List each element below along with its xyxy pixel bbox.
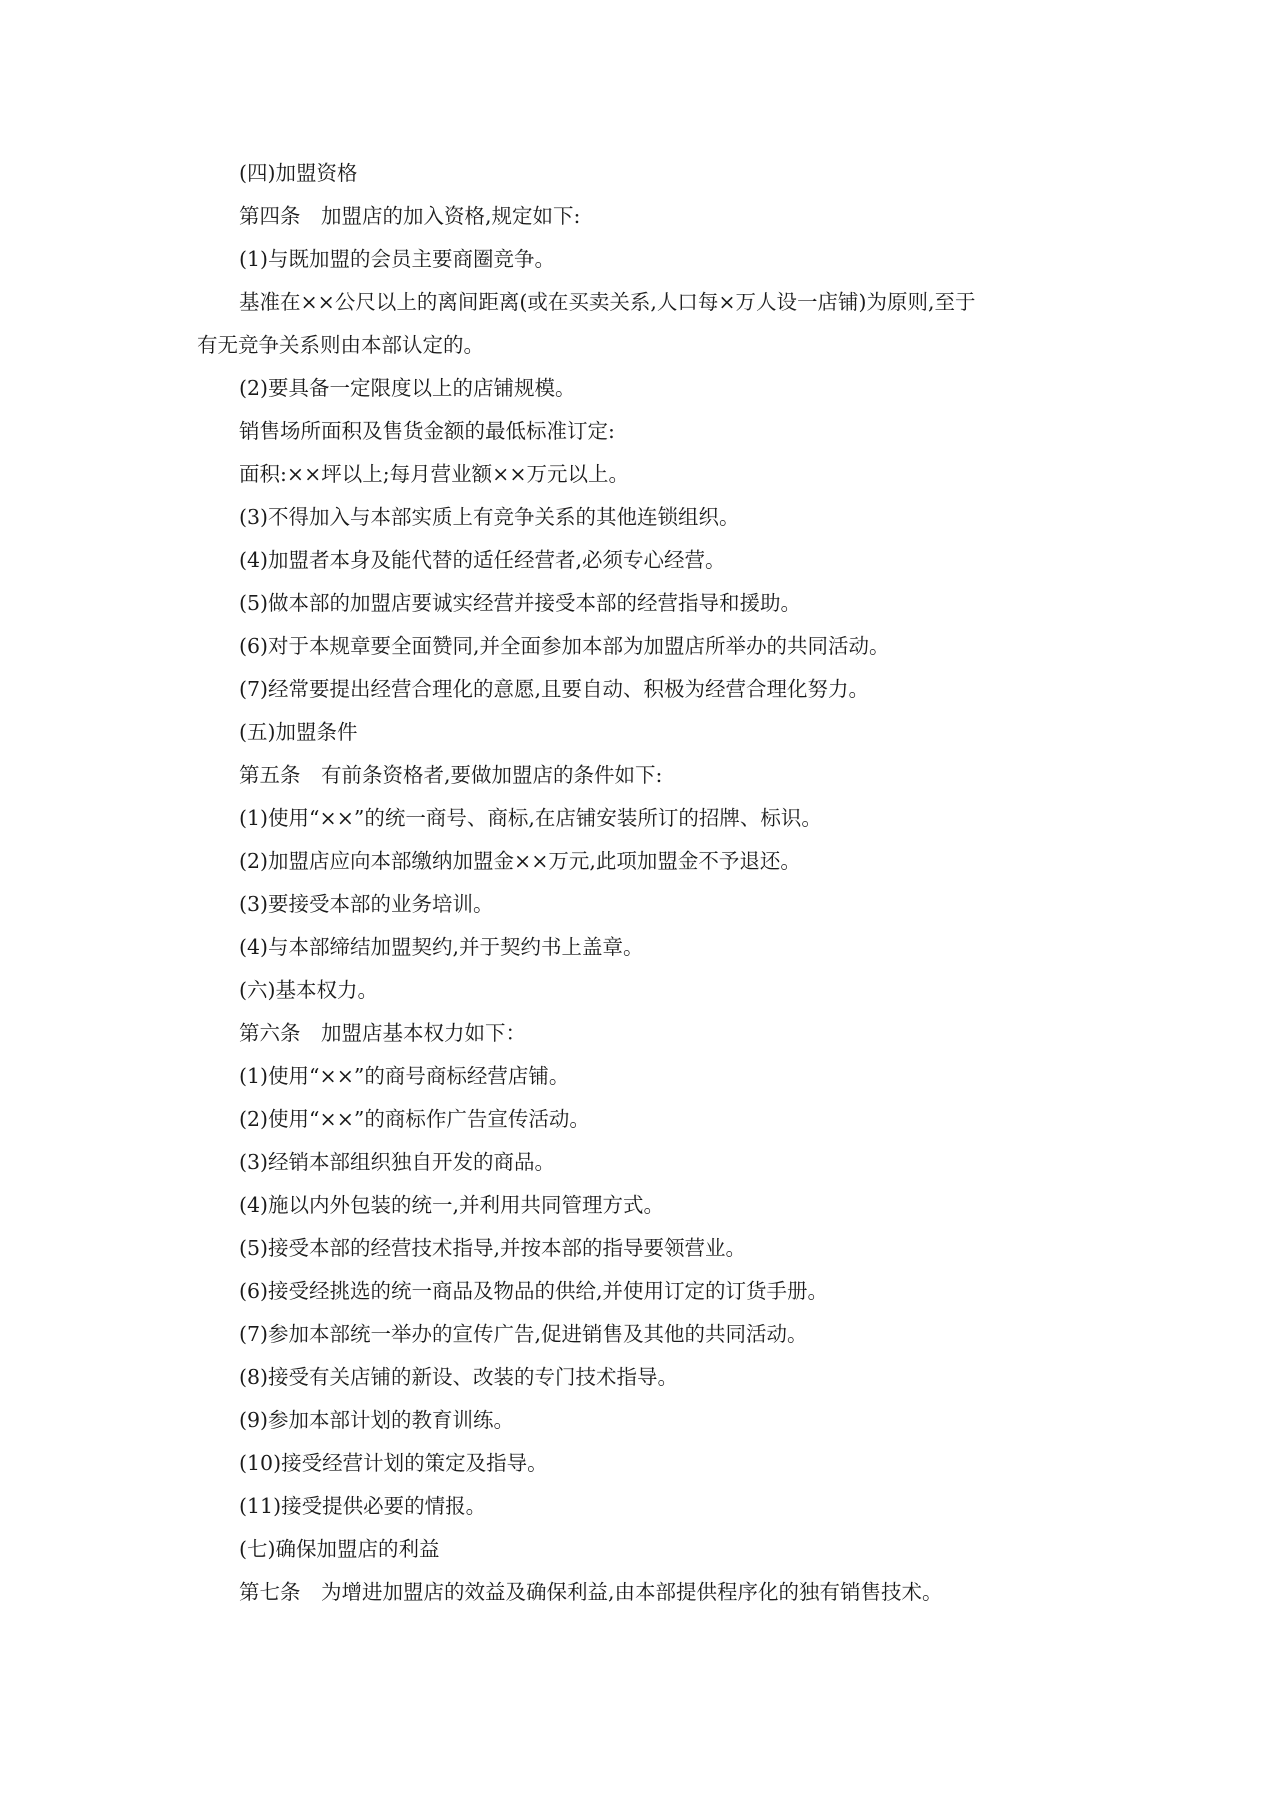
- list-item: (1)使用“××”的商号商标经营店铺。: [239, 1064, 570, 1088]
- list-item: (9)参加本部计划的教育训练。: [239, 1408, 515, 1432]
- paragraph-line: 面积:××坪以上;每月营业额××万元以上。: [239, 462, 630, 486]
- list-item: (4)与本部缔结加盟契约,并于契约书上盖章。: [239, 935, 644, 959]
- section-heading-qualification: (四)加盟资格: [239, 161, 358, 185]
- list-item: (10)接受经营计划的策定及指导。: [239, 1451, 548, 1475]
- article-4: 第四条 加盟店的加入资格,规定如下:: [239, 204, 581, 228]
- list-item: (11)接受提供必要的情报。: [239, 1494, 487, 1518]
- section-heading-rights: (六)基本权力。: [239, 978, 378, 1002]
- list-item: (2)使用“××”的商标作广告宣传活动。: [239, 1107, 590, 1131]
- list-item: (3)不得加入与本部实质上有竞争关系的其他连锁组织。: [239, 505, 740, 529]
- list-item: (3)经销本部组织独自开发的商品。: [239, 1150, 556, 1174]
- list-item: (2)加盟店应向本部缴纳加盟金××万元,此项加盟金不予退还。: [239, 849, 801, 873]
- paragraph-line: 销售场所面积及售货金额的最低标准订定:: [239, 419, 615, 443]
- article-5: 第五条 有前条资格者,要做加盟店的条件如下:: [239, 763, 663, 787]
- list-item: (1)使用“××”的统一商号、商标,在店铺安装所订的招牌、标识。: [239, 806, 822, 830]
- section-heading-interests: (七)确保加盟店的利益: [239, 1537, 440, 1561]
- list-item: (4)加盟者本身及能代替的适任经营者,必须专心经营。: [239, 548, 726, 572]
- list-item: (5)接受本部的经营技术指导,并按本部的指导要领营业。: [239, 1236, 747, 1260]
- paragraph-line-continued: 有无竞争关系则由本部认定的。: [197, 333, 484, 357]
- list-item: (3)要接受本部的业务培训。: [239, 892, 494, 916]
- list-item: (1)与既加盟的会员主要商圈竞争。: [239, 247, 556, 271]
- list-item: (7)参加本部统一举办的宣传广告,促进销售及其他的共同活动。: [239, 1322, 808, 1346]
- list-item: (6)接受经挑选的统一商品及物品的供给,并使用订定的订货手册。: [239, 1279, 829, 1303]
- section-heading-conditions: (五)加盟条件: [239, 720, 358, 744]
- article-7: 第七条 为增进加盟店的效益及确保利益,由本部提供程序化的独有销售技术。: [239, 1580, 943, 1604]
- list-item: (4)施以内外包装的统一,并利用共同管理方式。: [239, 1193, 665, 1217]
- list-item: (5)做本部的加盟店要诚实经营并接受本部的经营指导和援助。: [239, 591, 802, 615]
- list-item: (8)接受有关店铺的新设、改装的专门技术指导。: [239, 1365, 679, 1389]
- article-6: 第六条 加盟店基本权力如下：: [239, 1021, 526, 1045]
- paragraph-line: 基准在××公尺以上的离间距离(或在买卖关系,人口每×万人设一店铺)为原则,至于: [239, 290, 976, 314]
- list-item: (2)要具备一定限度以上的店铺规模。: [239, 376, 576, 400]
- list-item: (7)经常要提出经营合理化的意愿,且要自动、积极为经营合理化努力。: [239, 677, 870, 701]
- list-item: (6)对于本规章要全面赞同,并全面参加本部为加盟店所举办的共同活动。: [239, 634, 890, 658]
